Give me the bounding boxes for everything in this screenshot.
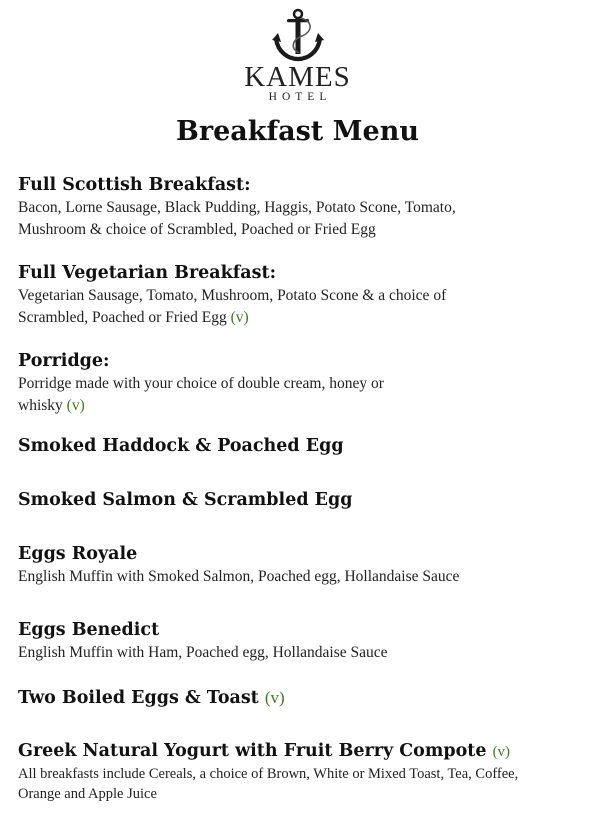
menu-item-full-scottish	[18, 173, 583, 241]
vegetarian-marker: (v)	[230, 309, 249, 326]
item-description	[18, 197, 583, 241]
menu-item-full-vegetarian	[18, 261, 583, 329]
menu-item-eggs-royale	[18, 542, 583, 588]
item-description	[18, 285, 583, 329]
item-name-text: Two Boiled Eggs & Toast	[18, 688, 259, 708]
item-description-line: Porridge made with your choice of double cream, honey or	[18, 375, 384, 392]
vegetarian-marker: (v)	[66, 397, 85, 414]
page-title: Breakfast Menu	[176, 116, 419, 147]
brand-name: KAMES	[244, 61, 351, 93]
note-line: Orange and Apple Juice	[18, 786, 157, 802]
note-line: All breakfasts include Cereals, a choice of Brown, White or Mixed Toast, Tea, Coffee,	[18, 766, 519, 782]
hotel-logo	[0, 8, 595, 104]
item-name	[18, 686, 583, 710]
brand-subtitle: HOTEL	[268, 91, 332, 103]
menu-item-greek-yogurt	[18, 739, 583, 804]
item-description-text: whisky	[18, 397, 63, 414]
item-description-line: Bacon, Lorne Sausage, Black Pudding, Haggis, Potato Scone, Tomato,	[18, 199, 456, 216]
item-description	[18, 373, 583, 417]
item-description-line: Mushroom & choice of Scrambled, Poached or Fried Egg	[18, 221, 376, 238]
menu-item-porridge	[18, 349, 583, 417]
item-description-line: English Muffin with Ham, Poached egg, Hollandaise Sauce	[18, 644, 388, 661]
breakfast-includes-note	[18, 764, 583, 804]
item-name: Smoked Salmon & Scrambled Egg	[18, 490, 353, 510]
item-name: Full Vegetarian Breakfast:	[18, 263, 277, 283]
anchor-icon	[268, 8, 328, 64]
item-description	[18, 566, 583, 588]
item-name: Eggs Royale	[18, 544, 138, 564]
item-description-line	[18, 307, 583, 329]
menu-item-smoked-salmon	[18, 488, 583, 512]
item-name	[18, 739, 583, 764]
item-description-line: English Muffin with Smoked Salmon, Poached egg, Hollandaise Sauce	[18, 568, 460, 585]
item-description-line	[18, 395, 583, 417]
item-description	[18, 642, 583, 664]
item-description-line: Vegetarian Sausage, Tomato, Mushroom, Potato Scone & a choice of	[18, 287, 447, 304]
item-name: Full Scottish Breakfast:	[18, 175, 251, 195]
vegetarian-marker: (v)	[492, 744, 511, 760]
item-name: Eggs Benedict	[18, 620, 160, 640]
item-name-text: Greek Natural Yogurt with Fruit Berry Compote	[18, 741, 487, 761]
menu-item-eggs-benedict	[18, 618, 583, 664]
item-name: Smoked Haddock & Poached Egg	[18, 436, 344, 456]
item-description-text: Scrambled, Poached or Fried Egg	[18, 309, 227, 326]
menu-item-smoked-haddock	[18, 434, 583, 458]
vegetarian-marker: (v)	[264, 688, 285, 707]
item-name: Porridge:	[18, 351, 110, 371]
menu-item-boiled-eggs	[18, 686, 583, 710]
